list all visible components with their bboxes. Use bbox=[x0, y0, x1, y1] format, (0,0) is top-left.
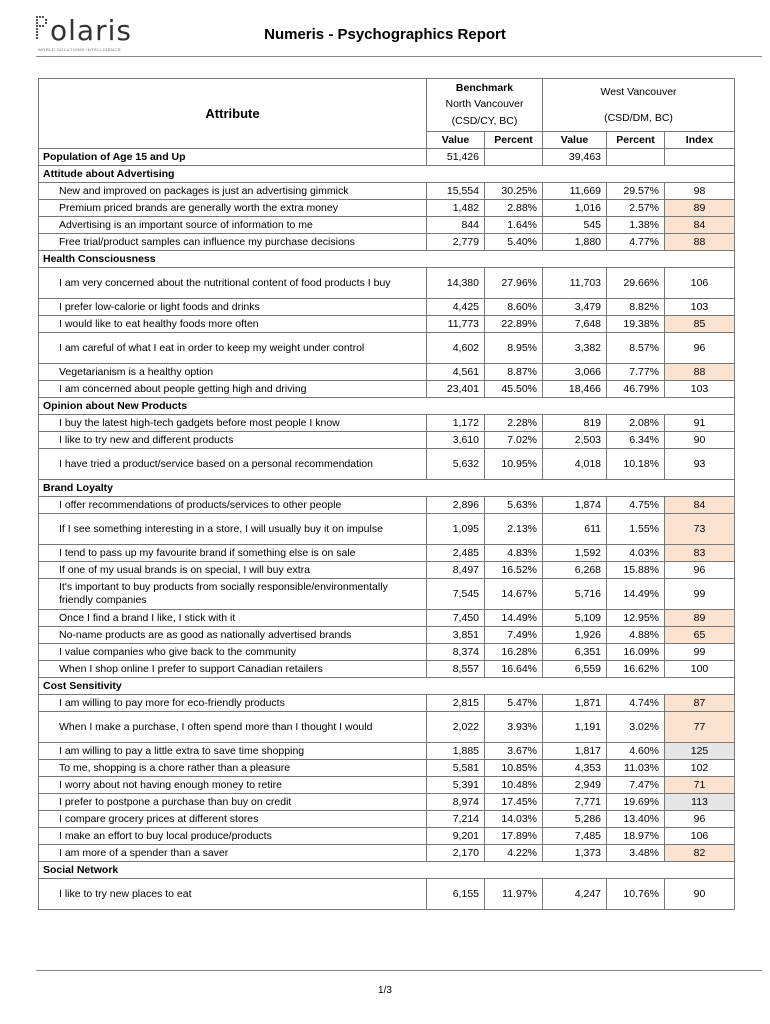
target-percent: 29.57% bbox=[607, 183, 665, 200]
target-value: 6,559 bbox=[543, 661, 607, 678]
section-title: Brand Loyalty bbox=[39, 480, 735, 497]
target-percent: 6.34% bbox=[607, 432, 665, 449]
benchmark-value: 8,374 bbox=[427, 644, 485, 661]
benchmark-percent: 17.45% bbox=[485, 794, 543, 811]
target-percent: 3.02% bbox=[607, 712, 665, 743]
row-label: I value companies who give back to the community bbox=[39, 644, 427, 661]
section-header-row bbox=[39, 480, 735, 497]
benchmark-value: 2,170 bbox=[427, 845, 485, 862]
report-title: Numeris - Psychographics Report bbox=[264, 26, 506, 43]
index-value: 99 bbox=[665, 644, 735, 661]
table-row bbox=[39, 200, 735, 217]
target-value: 3,066 bbox=[543, 364, 607, 381]
attribute-header: Attribute bbox=[39, 79, 427, 149]
section-header-row bbox=[39, 678, 735, 695]
target-value: 1,016 bbox=[543, 200, 607, 217]
target-value: 1,926 bbox=[543, 627, 607, 644]
benchmark-value: 844 bbox=[427, 217, 485, 234]
row-label: It's important to buy products from socially responsible/environmentally friendly companies bbox=[39, 579, 427, 610]
table-row bbox=[39, 268, 735, 299]
target-percent: 8.57% bbox=[607, 333, 665, 364]
benchmark-value: 4,602 bbox=[427, 333, 485, 364]
index-value: 90 bbox=[665, 879, 735, 910]
target-percent: 4.75% bbox=[607, 497, 665, 514]
benchmark-value: 5,391 bbox=[427, 777, 485, 794]
target-value: 1,592 bbox=[543, 545, 607, 562]
benchmark-percent: 2.88% bbox=[485, 200, 543, 217]
benchmark-percent: 3.93% bbox=[485, 712, 543, 743]
benchmark-value: 4,561 bbox=[427, 364, 485, 381]
benchmark-value: 2,896 bbox=[427, 497, 485, 514]
target-value: 1,373 bbox=[543, 845, 607, 862]
target-value: 6,351 bbox=[543, 644, 607, 661]
benchmark-value: 1,095 bbox=[427, 514, 485, 545]
table-row bbox=[39, 743, 735, 760]
benchmark-percent: 5.63% bbox=[485, 497, 543, 514]
benchmark-percent: 14.49% bbox=[485, 610, 543, 627]
table-row bbox=[39, 644, 735, 661]
target-percent: 4.88% bbox=[607, 627, 665, 644]
table-row bbox=[39, 879, 735, 910]
table-row bbox=[39, 845, 735, 862]
target-percent: 11.03% bbox=[607, 760, 665, 777]
index-value: 84 bbox=[665, 497, 735, 514]
row-label: I make an effort to buy local produce/products bbox=[39, 828, 427, 845]
section-title: Opinion about New Products bbox=[39, 398, 735, 415]
target-percent: 8.82% bbox=[607, 299, 665, 316]
row-label: When I shop online I prefer to support Canadian retailers bbox=[39, 661, 427, 678]
target-percent: 1.38% bbox=[607, 217, 665, 234]
section-title: Attitude about Advertising bbox=[39, 166, 735, 183]
population-wv-value: 39,463 bbox=[543, 149, 607, 166]
footer-divider bbox=[36, 970, 762, 971]
target-percent: 3.48% bbox=[607, 845, 665, 862]
section-title: Social Network bbox=[39, 862, 735, 879]
target-value: 7,771 bbox=[543, 794, 607, 811]
table-body bbox=[39, 149, 735, 910]
table-row bbox=[39, 562, 735, 579]
target-value: 4,247 bbox=[543, 879, 607, 910]
row-label: Advertising is an important source of information to me bbox=[39, 217, 427, 234]
index-value: 106 bbox=[665, 828, 735, 845]
row-label: If one of my usual brands is on special, I will buy extra bbox=[39, 562, 427, 579]
benchmark-value: 2,815 bbox=[427, 695, 485, 712]
table-row bbox=[39, 514, 735, 545]
target-value: 1,871 bbox=[543, 695, 607, 712]
target-value: 2,503 bbox=[543, 432, 607, 449]
row-label: I would like to eat healthy foods more often bbox=[39, 316, 427, 333]
benchmark-percent: 7.02% bbox=[485, 432, 543, 449]
benchmark-code: (CSD/CY, BC) bbox=[451, 115, 518, 127]
benchmark-value: 8,497 bbox=[427, 562, 485, 579]
index-value: 73 bbox=[665, 514, 735, 545]
target-value: 1,817 bbox=[543, 743, 607, 760]
benchmark-percent: 4.22% bbox=[485, 845, 543, 862]
section-title: Health Consciousness bbox=[39, 251, 735, 268]
table-row bbox=[39, 217, 735, 234]
index-value: 125 bbox=[665, 743, 735, 760]
target-percent: 1.55% bbox=[607, 514, 665, 545]
target-percent: 12.95% bbox=[607, 610, 665, 627]
row-label: I am willing to pay a little extra to save time shopping bbox=[39, 743, 427, 760]
benchmark-value: 5,581 bbox=[427, 760, 485, 777]
target-percent: 2.57% bbox=[607, 200, 665, 217]
benchmark-value: 14,380 bbox=[427, 268, 485, 299]
row-label: I compare grocery prices at different stores bbox=[39, 811, 427, 828]
population-row bbox=[39, 149, 735, 166]
benchmark-value: 2,779 bbox=[427, 234, 485, 251]
row-label: New and improved on packages is just an advertising gimmick bbox=[39, 183, 427, 200]
logo-text: olaris bbox=[50, 14, 132, 47]
logo-tagline: WORLD SOLUTIONS INTELLIGENCE bbox=[38, 47, 122, 52]
benchmark-value: 7,450 bbox=[427, 610, 485, 627]
population-bm-value: 51,426 bbox=[427, 149, 485, 166]
benchmark-value: 8,974 bbox=[427, 794, 485, 811]
target-header bbox=[543, 79, 735, 132]
target-percent: 4.03% bbox=[607, 545, 665, 562]
benchmark-percent: 11.97% bbox=[485, 879, 543, 910]
table-row bbox=[39, 364, 735, 381]
benchmark-percent: 5.47% bbox=[485, 695, 543, 712]
index-value: 85 bbox=[665, 316, 735, 333]
benchmark-percent: 2.13% bbox=[485, 514, 543, 545]
benchmark-percent: 2.28% bbox=[485, 415, 543, 432]
target-value: 3,382 bbox=[543, 333, 607, 364]
col-value2-header: Value bbox=[543, 132, 607, 149]
benchmark-value: 5,632 bbox=[427, 449, 485, 480]
target-value: 18,466 bbox=[543, 381, 607, 398]
section-header-row bbox=[39, 398, 735, 415]
table-row bbox=[39, 695, 735, 712]
index-value: 103 bbox=[665, 381, 735, 398]
row-label: I like to try new and different products bbox=[39, 432, 427, 449]
target-code: (CSD/DM, BC) bbox=[604, 112, 673, 124]
target-value: 1,880 bbox=[543, 234, 607, 251]
row-label: I am very concerned about the nutritional content of food products I buy bbox=[39, 268, 427, 299]
target-percent: 4.60% bbox=[607, 743, 665, 760]
benchmark-percent: 8.87% bbox=[485, 364, 543, 381]
index-value: 96 bbox=[665, 333, 735, 364]
table-row bbox=[39, 432, 735, 449]
benchmark-percent: 14.67% bbox=[485, 579, 543, 610]
benchmark-percent: 10.95% bbox=[485, 449, 543, 480]
benchmark-percent: 16.64% bbox=[485, 661, 543, 678]
table-row bbox=[39, 183, 735, 200]
index-value: 106 bbox=[665, 268, 735, 299]
target-value: 5,286 bbox=[543, 811, 607, 828]
population-label: Population of Age 15 and Up bbox=[39, 149, 427, 166]
row-label: I prefer to postpone a purchase than buy on credit bbox=[39, 794, 427, 811]
target-value: 6,268 bbox=[543, 562, 607, 579]
row-label: When I make a purchase, I often spend more than I thought I would bbox=[39, 712, 427, 743]
index-value: 96 bbox=[665, 562, 735, 579]
benchmark-percent: 16.52% bbox=[485, 562, 543, 579]
benchmark-value: 1,482 bbox=[427, 200, 485, 217]
table-row bbox=[39, 760, 735, 777]
target-percent: 18.97% bbox=[607, 828, 665, 845]
row-label: I am willing to pay more for eco-friendly products bbox=[39, 695, 427, 712]
benchmark-value: 1,885 bbox=[427, 743, 485, 760]
row-label: I tend to pass up my favourite brand if something else is on sale bbox=[39, 545, 427, 562]
header-row-top bbox=[39, 79, 735, 132]
index-value: 88 bbox=[665, 234, 735, 251]
index-value: 87 bbox=[665, 695, 735, 712]
index-value: 103 bbox=[665, 299, 735, 316]
benchmark-percent: 30.25% bbox=[485, 183, 543, 200]
target-value: 3,479 bbox=[543, 299, 607, 316]
target-percent: 10.76% bbox=[607, 879, 665, 910]
benchmark-label: Benchmark bbox=[455, 82, 514, 94]
benchmark-value: 8,557 bbox=[427, 661, 485, 678]
index-value: 93 bbox=[665, 449, 735, 480]
target-value: 5,716 bbox=[543, 579, 607, 610]
benchmark-percent: 8.95% bbox=[485, 333, 543, 364]
benchmark-percent: 1.64% bbox=[485, 217, 543, 234]
empty-cell bbox=[485, 149, 543, 166]
row-label: I worry about not having enough money to retire bbox=[39, 777, 427, 794]
row-label: I am concerned about people getting high and driving bbox=[39, 381, 427, 398]
table-row bbox=[39, 333, 735, 364]
index-value: 113 bbox=[665, 794, 735, 811]
benchmark-percent: 45.50% bbox=[485, 381, 543, 398]
target-value: 4,353 bbox=[543, 760, 607, 777]
target-value: 1,191 bbox=[543, 712, 607, 743]
target-percent: 14.49% bbox=[607, 579, 665, 610]
benchmark-value: 3,610 bbox=[427, 432, 485, 449]
row-label: Vegetarianism is a healthy option bbox=[39, 364, 427, 381]
table-row bbox=[39, 449, 735, 480]
benchmark-percent: 7.49% bbox=[485, 627, 543, 644]
table-row bbox=[39, 811, 735, 828]
benchmark-percent: 10.48% bbox=[485, 777, 543, 794]
benchmark-percent: 27.96% bbox=[485, 268, 543, 299]
benchmark-percent: 17.89% bbox=[485, 828, 543, 845]
table-row bbox=[39, 610, 735, 627]
benchmark-value: 7,545 bbox=[427, 579, 485, 610]
benchmark-value: 4,425 bbox=[427, 299, 485, 316]
table-row bbox=[39, 415, 735, 432]
benchmark-percent: 5.40% bbox=[485, 234, 543, 251]
row-label: I like to try new places to eat bbox=[39, 879, 427, 910]
col-value-header: Value bbox=[427, 132, 485, 149]
benchmark-percent: 8.60% bbox=[485, 299, 543, 316]
target-value: 11,703 bbox=[543, 268, 607, 299]
table-row bbox=[39, 794, 735, 811]
index-value: 96 bbox=[665, 811, 735, 828]
target-percent: 19.38% bbox=[607, 316, 665, 333]
row-label: Once I find a brand I like, I stick with it bbox=[39, 610, 427, 627]
target-value: 545 bbox=[543, 217, 607, 234]
index-value: 65 bbox=[665, 627, 735, 644]
row-label: Premium priced brands are generally worth the extra money bbox=[39, 200, 427, 217]
table-row bbox=[39, 579, 735, 610]
section-header-row bbox=[39, 251, 735, 268]
row-label: If I see something interesting in a store, I will usually buy it on impulse bbox=[39, 514, 427, 545]
empty-cell bbox=[607, 149, 665, 166]
benchmark-percent: 16.28% bbox=[485, 644, 543, 661]
section-title: Cost Sensitivity bbox=[39, 678, 735, 695]
target-area: West Vancouver bbox=[600, 86, 677, 98]
target-value: 11,669 bbox=[543, 183, 607, 200]
row-label: I prefer low-calorie or light foods and drinks bbox=[39, 299, 427, 316]
table-row bbox=[39, 299, 735, 316]
target-percent: 2.08% bbox=[607, 415, 665, 432]
index-value: 89 bbox=[665, 200, 735, 217]
target-percent: 4.74% bbox=[607, 695, 665, 712]
table-row bbox=[39, 497, 735, 514]
benchmark-percent: 10.85% bbox=[485, 760, 543, 777]
table-row bbox=[39, 545, 735, 562]
index-value: 71 bbox=[665, 777, 735, 794]
benchmark-value: 9,201 bbox=[427, 828, 485, 845]
col-index-header: Index bbox=[665, 132, 735, 149]
index-value: 89 bbox=[665, 610, 735, 627]
index-value: 77 bbox=[665, 712, 735, 743]
index-value: 102 bbox=[665, 760, 735, 777]
benchmark-header bbox=[427, 79, 543, 132]
target-value: 5,109 bbox=[543, 610, 607, 627]
section-header-row bbox=[39, 862, 735, 879]
target-value: 7,648 bbox=[543, 316, 607, 333]
target-value: 4,018 bbox=[543, 449, 607, 480]
row-label: I have tried a product/service based on a personal recommendation bbox=[39, 449, 427, 480]
index-value: 82 bbox=[665, 845, 735, 862]
row-label: No-name products are as good as nationally advertised brands bbox=[39, 627, 427, 644]
index-value: 90 bbox=[665, 432, 735, 449]
target-percent: 29.66% bbox=[607, 268, 665, 299]
row-label: To me, shopping is a chore rather than a pleasure bbox=[39, 760, 427, 777]
target-value: 7,485 bbox=[543, 828, 607, 845]
target-percent: 16.62% bbox=[607, 661, 665, 678]
table-row bbox=[39, 661, 735, 678]
empty-cell bbox=[665, 149, 735, 166]
benchmark-percent: 4.83% bbox=[485, 545, 543, 562]
benchmark-value: 23,401 bbox=[427, 381, 485, 398]
header-divider bbox=[36, 56, 762, 57]
target-percent: 10.18% bbox=[607, 449, 665, 480]
benchmark-value: 3,851 bbox=[427, 627, 485, 644]
index-value: 100 bbox=[665, 661, 735, 678]
target-percent: 15.88% bbox=[607, 562, 665, 579]
benchmark-area: North Vancouver bbox=[445, 98, 524, 110]
target-percent: 7.47% bbox=[607, 777, 665, 794]
benchmark-value: 2,022 bbox=[427, 712, 485, 743]
target-value: 2,949 bbox=[543, 777, 607, 794]
col-percent2-header: Percent bbox=[607, 132, 665, 149]
index-value: 91 bbox=[665, 415, 735, 432]
table-row bbox=[39, 381, 735, 398]
target-value: 819 bbox=[543, 415, 607, 432]
page-number: 1/3 bbox=[378, 985, 392, 996]
row-label: I buy the latest high-tech gadgets before most people I know bbox=[39, 415, 427, 432]
target-percent: 13.40% bbox=[607, 811, 665, 828]
benchmark-value: 1,172 bbox=[427, 415, 485, 432]
benchmark-value: 15,554 bbox=[427, 183, 485, 200]
index-value: 99 bbox=[665, 579, 735, 610]
table-row bbox=[39, 316, 735, 333]
target-percent: 7.77% bbox=[607, 364, 665, 381]
target-value: 611 bbox=[543, 514, 607, 545]
target-percent: 16.09% bbox=[607, 644, 665, 661]
index-value: 84 bbox=[665, 217, 735, 234]
row-label: I am careful of what I eat in order to keep my weight under control bbox=[39, 333, 427, 364]
section-header-row bbox=[39, 166, 735, 183]
index-value: 98 bbox=[665, 183, 735, 200]
index-value: 83 bbox=[665, 545, 735, 562]
row-label: Free trial/product samples can influence my purchase decisions bbox=[39, 234, 427, 251]
benchmark-value: 11,773 bbox=[427, 316, 485, 333]
psychographics-table bbox=[38, 78, 735, 910]
target-percent: 46.79% bbox=[607, 381, 665, 398]
table-row bbox=[39, 828, 735, 845]
benchmark-value: 6,155 bbox=[427, 879, 485, 910]
table-row bbox=[39, 627, 735, 644]
row-label: I am more of a spender than a saver bbox=[39, 845, 427, 862]
row-label: I offer recommendations of products/services to other people bbox=[39, 497, 427, 514]
table-row bbox=[39, 712, 735, 743]
target-value: 1,874 bbox=[543, 497, 607, 514]
target-percent: 4.77% bbox=[607, 234, 665, 251]
target-percent: 19.69% bbox=[607, 794, 665, 811]
benchmark-value: 2,485 bbox=[427, 545, 485, 562]
benchmark-percent: 14.03% bbox=[485, 811, 543, 828]
index-value: 88 bbox=[665, 364, 735, 381]
table-row bbox=[39, 777, 735, 794]
benchmark-percent: 3.67% bbox=[485, 743, 543, 760]
benchmark-percent: 22.89% bbox=[485, 316, 543, 333]
table-row bbox=[39, 234, 735, 251]
col-percent-header: Percent bbox=[485, 132, 543, 149]
benchmark-value: 7,214 bbox=[427, 811, 485, 828]
